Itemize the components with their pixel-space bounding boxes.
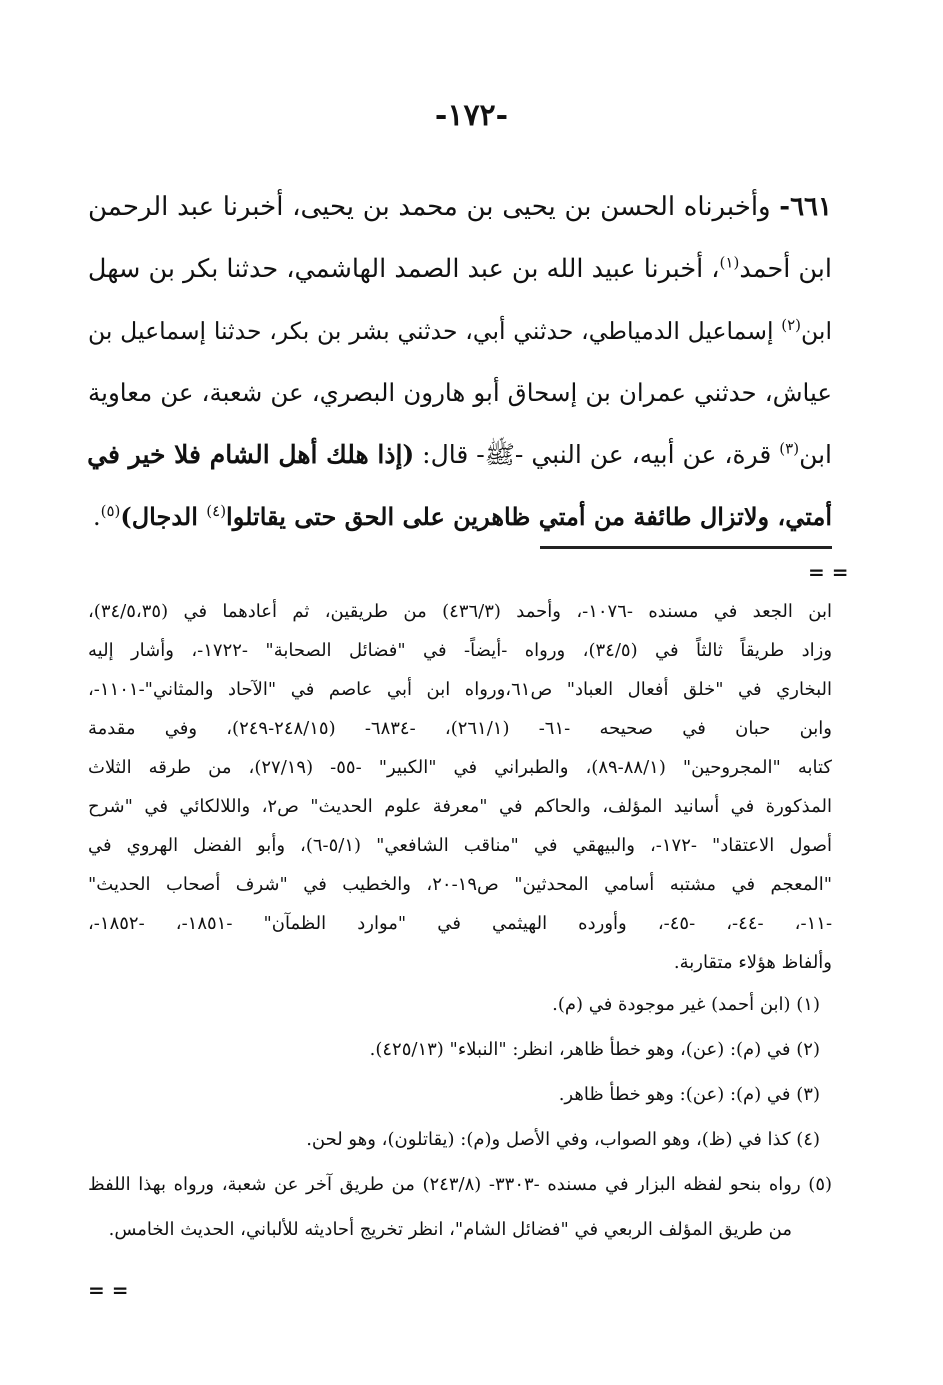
footnote-5: (٥) رواه بنحو لفظه البزار في مسنده -٣٣٠٣- (٢٤٣/٨) من طريق آخر عن شعبة، ورواه بهذا اللفظ [88,1174,833,1195]
hadith-line-1 [88,176,832,238]
footnote-1: (١) (ابن أحمد) غير موجودة في (م). [552,994,820,1015]
takhrij-line: المذكورة في أسانيد المؤلف، والحاكم في "معرفة علوم الحديث" ص٢، واللالكائي في "شرح [88,796,832,817]
takhrij-line: "المعجم في مشتبه أسامي المحدثين" ص١٩-٢٠، والخطيب في "شرف أصحاب الحديث" [88,874,832,895]
footnote-ref-3[interactable]: (٣) [779,439,800,458]
footnote-ref-5[interactable]: (٥) [100,502,121,520]
hadith-end-period: . [92,503,101,531]
takhrij-line: وزاد طريقاً ثالثاً في (٣٤/٥)، ورواه -أيضاً- في "فضائل الصحابة" -١٧٢٢-، وأشار إليه [88,640,833,661]
hadith-line-2-start: ابن أحمد [739,254,832,284]
hadith-line-3 [88,300,832,362]
takhrij-line: -١١-، -٤٤-، -٤٥-، وأورده الهيثمي في "موارد الظمآن" -١٨٥١-، -١٨٥٢-، [88,913,833,934]
takhrij-line: وابن حبان في صحيحه -٦١- (٢٦١/١)، -٦٨٣٤- (٢٤٨/١٥-٢٤٩)، وفي مقدمة [88,718,832,739]
hadith-matn-close: الدجال) [120,502,207,531]
footnote-2: (٢) في (م): (عن)، وهو خطأ ظاهر، انظر: "النبلاء" (٤٢٥/١٣). [369,1039,820,1060]
takhrij-line: أصول الاعتقاد" -١٧٢-، والبيهقي في "مناقب الشافعي" (٥/١-٦)، وأبو الفضل الهروي في [88,835,832,856]
footnote-4: (٤) كذا في (ظ)، وهو الصواب، وفي الأصل و(م): (يقاتلون)، وهو لحن. [306,1129,820,1150]
hadith-number: ٦٦١- [779,192,832,222]
takhrij-line: كتابه "المجروحين" (٨٨/١-٨٩)، والطبراني في "الكبير" -٥٥- (٢٧/١٩)، من طرقه الثلاث [88,757,832,778]
continuation-mark-top: = = [808,560,849,584]
takhrij-line: ابن الجعد في مسنده -١٠٧٦-، وأحمد (٤٣٦/٣) من طريقين، ثم أعادهما في (٣٤/٥،٣٥)، [88,601,832,622]
footnotes-area [88,592,832,1252]
takhrij-line: وألفاظ هؤلاء متقاربة. [673,952,832,973]
hadith-matn-start: (إذا هلك أهل الشام فلا خير في [87,440,415,469]
hadith-line-1-text: وأخبرناه الحسن بن يحيى بن محمد بن يحيى، أخبرنا عبد الرحمن [88,192,780,222]
hadith-line-2-end: ، أخبرنا عبيد الله بن عبد الصمد الهاشمي، حدثنا بكر بن سهل [87,254,720,284]
hadith-line-5-start: ابن [799,440,832,469]
hadith-line-2 [88,238,832,300]
takhrij-line: البخاري في "خلق أفعال العباد" ص٦١،ورواه ابن أبي عاصم في "الآحاد والمثاني"-١١٠١-، [88,679,832,700]
footnote-5-continued: من طريق المؤلف الربعي في "فضائل الشام"، انظر تخريج أحاديثه للألباني، الحديث الخامس. [108,1219,792,1240]
hadith-line-4: عياش، حدثني عمران بن إسحاق أبو هارون البصري، عن شعبة، عن معاوية [88,378,832,407]
hadith-text [88,176,832,548]
hadith-matn-end: أمتي، ولاتزال طائفة من أمتي ظاهرين على الحق حتى يقاتلوا [226,502,832,531]
footnote-3: (٣) في (م): (عن): وهو خطأ ظاهر. [558,1084,820,1105]
footnote-separator-rule [540,546,832,549]
hadith-line-3-end: إسماعيل الدمياطي، حدثني أبي، حدثني بشر بن بكر، حدثنا إسماعيل بن [88,317,782,345]
footnote-ref-2[interactable]: (٢) [781,316,802,335]
hadith-line-6 [88,486,832,548]
hadith-line-5 [88,424,832,486]
hadith-line-3-start: ابن [801,317,832,345]
hadith-line-5-middle: قرة، عن أبيه، عن النبي -ﷺ- قال: [414,440,780,469]
footnote-ref-4[interactable]: (٤) [206,502,227,520]
footnote-ref-1[interactable]: (١) [719,253,740,272]
continuation-mark-bottom: = = [88,1278,129,1302]
page-number: -١٧٢- [434,98,509,133]
